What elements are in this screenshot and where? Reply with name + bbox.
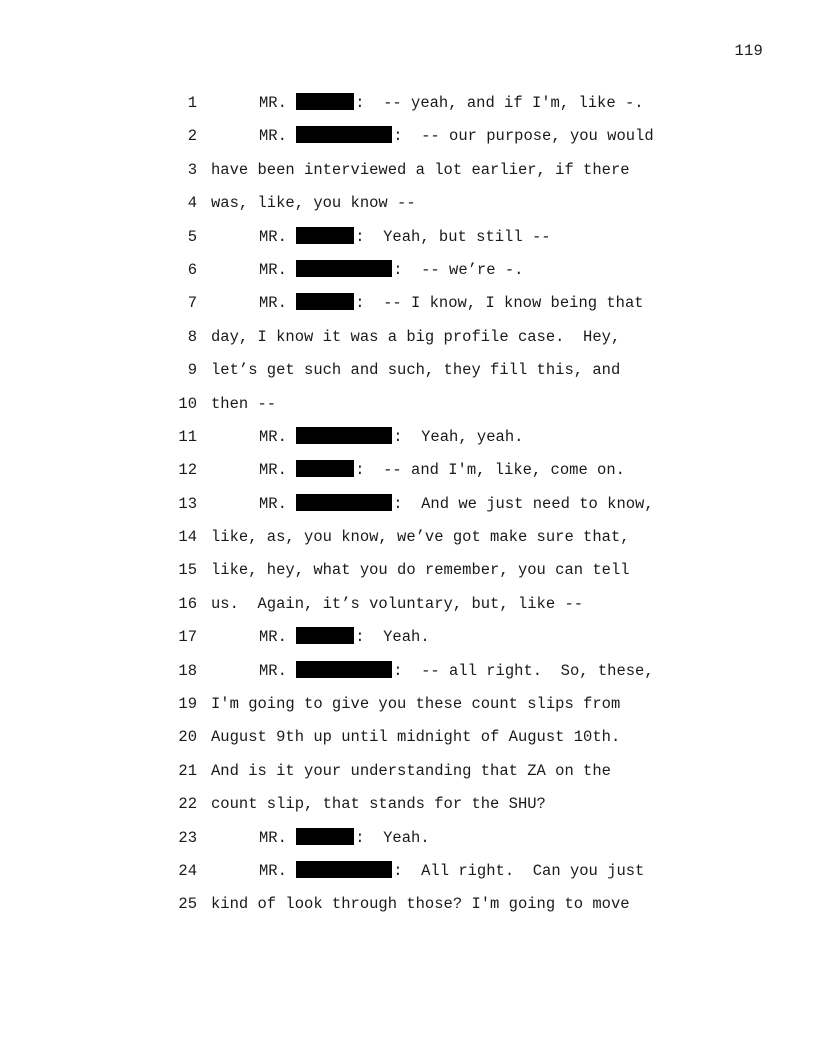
transcript-line (0, 421, 816, 454)
redaction-bar (296, 260, 392, 277)
utterance-text: And is it your understanding that ZA on the (211, 761, 611, 780)
transcript-line (0, 888, 816, 921)
line-number: 18 (178, 661, 197, 680)
line-number: 25 (178, 895, 197, 914)
speaker-title: MR. (259, 427, 287, 446)
line-number: 6 (187, 260, 197, 279)
transcript-line (0, 321, 816, 354)
utterance-text: like, as, you know, we’ve got make sure that, (211, 528, 630, 547)
utterance-text: : Yeah, yeah. (393, 427, 524, 446)
transcript-line (0, 521, 816, 554)
utterance-text: I'm going to give you these count slips from (211, 695, 621, 714)
line-number: 5 (187, 227, 197, 246)
line-number: 19 (178, 695, 197, 714)
utterance-text: day, I know it was a big profile case. Hey, (211, 327, 621, 346)
continuation-line-text (211, 554, 630, 587)
continuation-line-text (211, 187, 416, 220)
speaker-gap (287, 94, 296, 112)
utterance-text: count slip, that stands for the SHU? (211, 795, 546, 814)
utterance-text: August 9th up until midnight of August 10th. (211, 728, 621, 747)
transcript-line (0, 855, 816, 888)
line-number: 4 (187, 194, 197, 213)
utterance-text: : Yeah, but still -- (355, 227, 551, 246)
speaker-gap (287, 461, 296, 479)
speaker-line-text (259, 87, 644, 120)
line-number: 13 (178, 494, 197, 513)
speaker-line-text (259, 287, 644, 320)
speaker-line-text (259, 421, 523, 454)
line-number: 12 (178, 461, 197, 480)
line-number: 21 (178, 761, 197, 780)
line-number: 3 (187, 160, 197, 179)
utterance-text: : -- I know, I know being that (355, 294, 644, 313)
speaker-title: MR. (259, 227, 287, 246)
speaker-title: MR. (259, 861, 287, 880)
speaker-line-text (259, 254, 523, 287)
transcript-line (0, 287, 816, 320)
speaker-title: MR. (259, 94, 287, 112)
redaction-bar (296, 293, 354, 310)
speaker-gap (287, 428, 296, 446)
speaker-gap (287, 862, 296, 880)
redaction-bar (296, 661, 392, 678)
transcript-line (0, 120, 816, 153)
transcript-line (0, 755, 816, 788)
line-number: 8 (187, 327, 197, 346)
speaker-line-text (259, 488, 654, 521)
transcript-line (0, 221, 816, 254)
continuation-line-text (211, 321, 620, 354)
utterance-text: : And we just need to know, (393, 494, 654, 513)
line-number: 22 (178, 795, 197, 814)
utterance-text: let’s get such and such, they fill this, and (211, 361, 621, 380)
page-number: 119 (734, 42, 763, 60)
line-number: 24 (178, 861, 197, 880)
utterance-text: like, hey, what you do remember, you can tell (211, 561, 630, 580)
line-number: 16 (178, 594, 197, 613)
speaker-line-text (259, 454, 625, 487)
redaction-bar (296, 93, 354, 110)
utterance-text: was, like, you know -- (211, 194, 416, 213)
redaction-bar (296, 861, 392, 878)
speaker-gap (287, 228, 296, 246)
speaker-line-text (259, 655, 654, 688)
utterance-text: : -- yeah, and if I'm, like -. (355, 94, 644, 112)
transcript-body (0, 87, 816, 922)
redaction-bar (296, 227, 354, 244)
speaker-gap (287, 294, 296, 312)
continuation-line-text (211, 388, 276, 421)
speaker-gap (287, 495, 296, 513)
redaction-bar (296, 828, 354, 845)
speaker-line-text (259, 621, 430, 654)
speaker-title: MR. (259, 628, 287, 647)
transcript-line (0, 254, 816, 287)
transcript-line (0, 388, 816, 421)
speaker-gap (287, 261, 296, 279)
utterance-text: : -- we’re -. (393, 260, 524, 279)
speaker-title: MR. (259, 461, 287, 480)
transcript-line (0, 655, 816, 688)
speaker-title: MR. (259, 294, 287, 313)
line-number: 23 (178, 828, 197, 847)
transcript-line (0, 488, 816, 521)
transcript-line (0, 588, 816, 621)
line-number: 7 (187, 294, 197, 313)
utterance-text: : -- all right. So, these, (393, 661, 654, 680)
continuation-line-text (211, 888, 630, 921)
line-number: 20 (178, 728, 197, 747)
redaction-bar (296, 427, 392, 444)
speaker-line-text (259, 822, 430, 855)
transcript-line (0, 822, 816, 855)
continuation-line-text (211, 721, 620, 754)
transcript-line (0, 454, 816, 487)
speaker-title: MR. (259, 661, 287, 680)
utterance-text: : All right. Can you just (393, 861, 645, 880)
continuation-line-text (211, 755, 611, 788)
transcript-line (0, 87, 816, 120)
line-number: 17 (178, 628, 197, 647)
utterance-text: : -- and I'm, like, come on. (355, 461, 625, 480)
redaction-bar (296, 494, 392, 511)
speaker-line-text (259, 120, 654, 153)
redaction-bar (296, 460, 354, 477)
continuation-line-text (211, 788, 546, 821)
speaker-gap (287, 829, 296, 847)
utterance-text: : Yeah. (355, 828, 430, 847)
line-number: 15 (178, 561, 197, 580)
transcript-line (0, 788, 816, 821)
speaker-title: MR. (259, 127, 287, 146)
utterance-text: : -- our purpose, you would (393, 127, 654, 146)
speaker-gap (287, 127, 296, 145)
continuation-line-text (211, 521, 630, 554)
transcript-line (0, 354, 816, 387)
redaction-bar (296, 627, 354, 644)
line-number: 14 (178, 528, 197, 547)
transcript-line (0, 621, 816, 654)
line-number: 10 (178, 394, 197, 413)
continuation-line-text (211, 588, 583, 621)
transcript-line (0, 554, 816, 587)
speaker-title: MR. (259, 494, 287, 513)
speaker-title: MR. (259, 260, 287, 279)
continuation-line-text (211, 688, 620, 721)
transcript-line (0, 187, 816, 220)
speaker-title: MR. (259, 828, 287, 847)
redaction-bar (296, 126, 392, 143)
line-number: 11 (178, 427, 197, 446)
continuation-line-text (211, 354, 620, 387)
transcript-line (0, 688, 816, 721)
line-number: 2 (187, 127, 197, 146)
utterance-text: then -- (211, 394, 277, 413)
utterance-text: : Yeah. (355, 628, 430, 647)
utterance-text: us. Again, it’s voluntary, but, like -- (211, 594, 584, 613)
speaker-line-text (259, 221, 551, 254)
utterance-text: have been interviewed a lot earlier, if there (211, 160, 630, 179)
transcript-line (0, 154, 816, 187)
speaker-line-text (259, 855, 644, 888)
continuation-line-text (211, 154, 630, 187)
speaker-gap (287, 662, 296, 680)
line-number: 1 (187, 94, 197, 112)
utterance-text: kind of look through those? I'm going to move (211, 895, 630, 914)
speaker-gap (287, 628, 296, 646)
transcript-line (0, 721, 816, 754)
line-number: 9 (187, 361, 197, 380)
